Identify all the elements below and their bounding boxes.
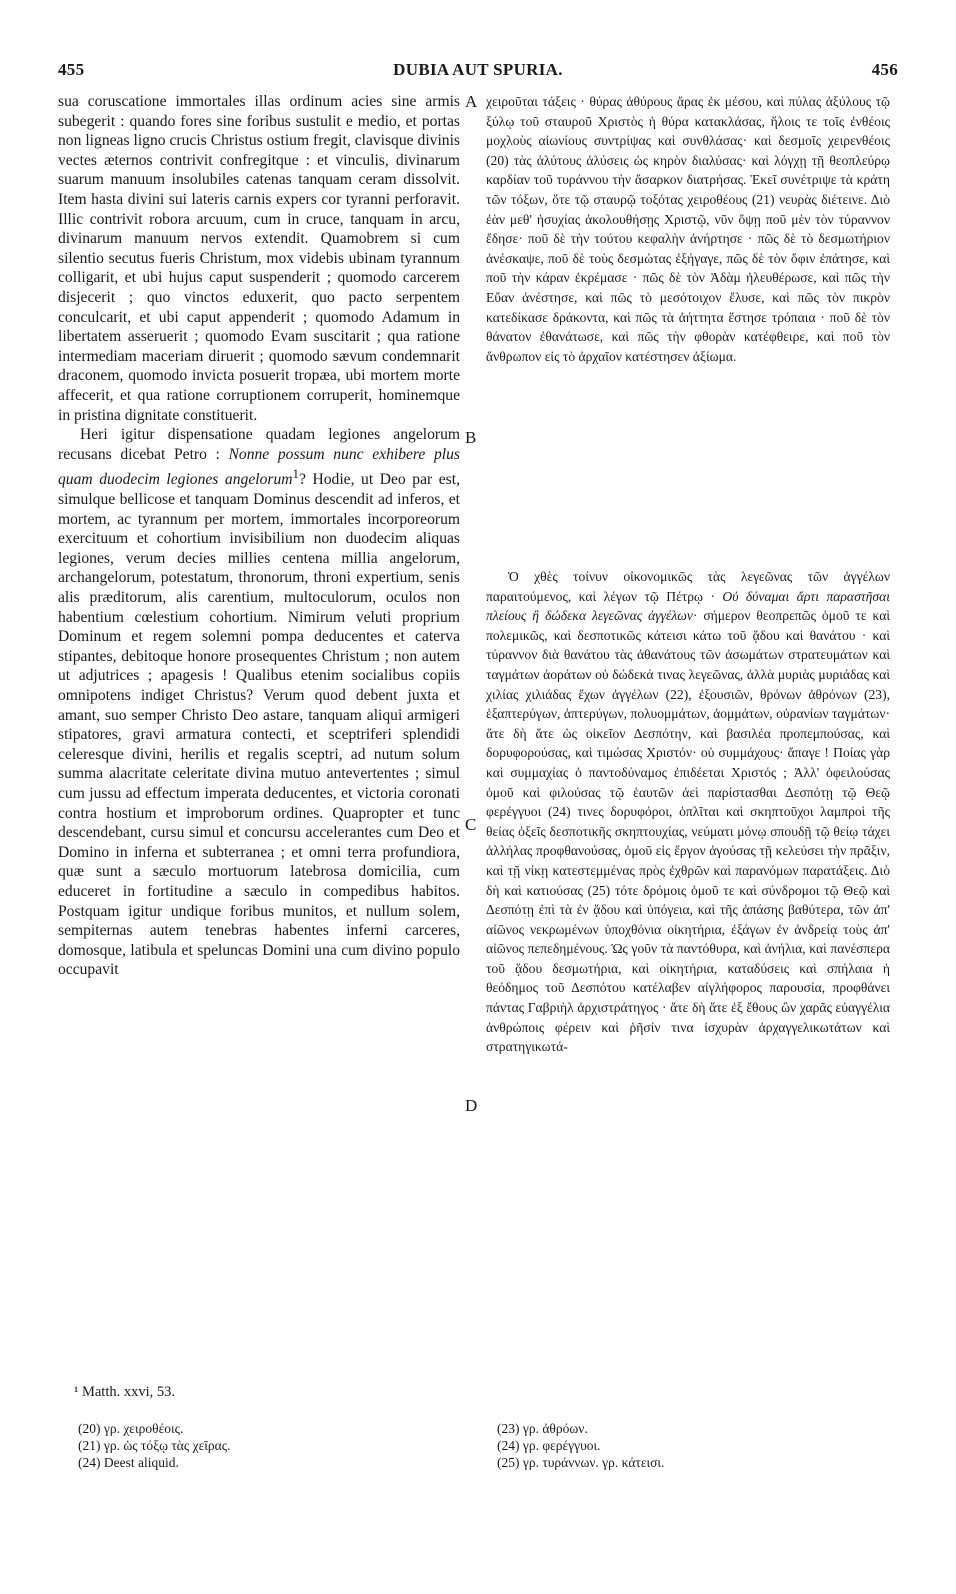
greek-paragraph-2 xyxy=(486,567,890,1057)
footnote-24-latin: (24) Deest aliquid. xyxy=(78,1455,179,1470)
footnote-ref-1: 1 xyxy=(292,466,299,482)
scripture-footnote xyxy=(74,1384,175,1401)
footnote-25: (25) γρ. τυράννων. γρ. κάτεισι. xyxy=(497,1455,665,1470)
latin-paragraph-2-text: Heri igitur dispensatione quadam legiones angelorum recusans dicebat Petro : xyxy=(58,426,460,463)
margin-marker-c: C xyxy=(465,815,477,834)
running-title: DUBIA AUT SPURIA. xyxy=(393,60,563,79)
latin-paragraph-2-continuation: ? Hodie, ut Deo par est, simulque bellicose et tanquam Dominus descendit ad inferos, et mortem, ac tyrannum per mortem, immortales incorporeorum exercituum et cohortium invisibilium non duodecim aliquas legiones, verum decies millies centena millia angelorum, archangelorum, potestatum, thronorum, throni expertium, senis alis præditorum, alis carentium, multoculorum, oculos non habentium cœlestium cohortium. Nimirum veluti proprium Dominum et regem solemni pompa deducentes et caterva stipantes, debitoque honore prosequentes Christum ; non autem ut adjutrices ; apagesis ! Qualibus etenim socialibus copiis omnipotens indiget Christus? Verum quod debent juxta et amant, suo semper Christo Deo astare, tanquam aliqui armigeri stipatores, gravi armatura contecti, et sceptriferi splendidi celeresque divini, herilis et regalis sceptri, ad nutum solum summa alacritate celeritate divina mutuo antevertentes ; simul cum jussu ad effectum imperata deducentes, et victoria coronati contra hostium et improborum ordines. Quapropter et tunc descendebant, cursu simul et concursu accelerantes cum Deo et Domino in inferna et subterranea ; et omni terra profundiora, quæ sunt a sæculo mortuorum latebrosa domicilia, cum educeret in fortitudine a sæculo in compedibus habitos. Postquam igitur undique foribus munitos, et nullum solem, sempiternas autem tenebras habentes inferni carceres, domosque, latibula et speluncas Domini una cum divino populo occupavit xyxy=(58,471,460,979)
latin-column xyxy=(58,92,460,980)
scripture-footnote-text: ¹ Matth. xxvi, 53. xyxy=(74,1384,176,1400)
latin-paragraph-2 xyxy=(58,425,460,980)
footnote-23: (23) γρ. ἀθρόων. xyxy=(497,1421,588,1436)
greek-paragraph-2-continuation: · σήμερον θεοπρεπῶς ὁμοῦ τε καὶ πολεμικῶς, καὶ δεσποτικῶς κάτεισι κάτω τοῦ ᾅδου καὶ θανάτου · καὶ τύραννον διὰ θανάτου τὰς ἀθανάτους τῶν ἀσωμάτων στρατευμάτων καὶ ταγμάτων ἀοράτων οὐ δώδεκά τινας λεγεῶνας, ἀλλὰ μυριὰς μυριάδας καὶ χιλίας χιλιάδας ἔχων ἀγγέλων (22), ἐξουσιῶν, θρόνων ἀθρόνων (23), ἑξαπτερύγων, ἀπτερύγων, πολυομμάτων, ἀομμάτων, οὐρανίων ταγμάτων· ἅτε δὴ ἅτε ὡς οἰκεῖον Δεσπότην, καὶ βασιλέα προπεμπούσας, καὶ δορυφορούσας, καὶ τιμώσας Χριστόν· οὐ συμμάχους· ἄπαγε ! Ποίας γὰρ καὶ συμμαχίας ὁ παντοδύναμος ἐπιδέεται Χριστός ; Ἀλλ' ὀφειλούσας ὁμοῦ καὶ φιλούσας τῷ ἑαυτῶν ἀεὶ παρίστασθαι Δεσπότῃ τῷ Θεῷ φερέγγυοι (24) τινες δορυφόροι, ὁπλῖται καὶ σκηπτοῦχοι λαμπροὶ τῆς θείας ὀξεῖς δεσποτικῆς σκηπτουχίας, νεύματι μόνῳ σπουδῇ τῷ θείῳ τάχει ἀλλήλας προφθανούσας, ὁμοῦ εἰς ἔργον ἀγούσας τῇ κελεύσει τὴν πρᾶξιν, καὶ τῇ νίκῃ κατεστεμμένας πρὸς ἐχθρῶν καὶ παρανόμων παρατάξεις. Διὸ δὴ καὶ κατιούσας (25) τότε δρόμοις ὁμοῦ τε καὶ σύνδρομοι τῷ Θεῷ καὶ Δεσπότῃ ἐπὶ τὰ ἐν ᾅδου καὶ ὑπόγεια, καὶ τῆς ἁπάσης βαθύτερα, τῶν ἀπ' αἰῶνος νεκρωμένων ὑποχθόνια οἰκητήρια, ἐξάγων ἐν ἀνδρείᾳ τοὺς ἀπ' αἰῶνος πεπεδημένους. Ὡς γοῦν τὰ παντόθυρα, καὶ ἀνήλια, καὶ πανέσπερα τοῦ ᾅδου δεσμωτήρια, καὶ οἰκητήρια, καταδύσεις καὶ σπήλαια ἡ θεόδημος τοῦ Δεσπότου κατέλαβεν αἰγλήφορος παρουσία, προφθάνει πάντας Γαβριὴλ ἀρχιστράτηγος · ἅτε δὴ ἅτε ἐξ ἔθους ὢν χαρᾶς εὐαγγέλια ἀνθρώποις φέρειν καὶ ῥῆσίν τινα ἰσχυρὰν ἀρχαγγελικωτάτων καὶ στρατηγικωτά- xyxy=(486,608,890,1055)
greek-paragraph-2-text: Ὁ χθὲς τοίνυν οἰκονομικῶς τὰς λεγεῶνας τῶν ἀγγέλων παραιτούμενος, καὶ λέγων τῷ Πέτρῳ · xyxy=(486,569,890,604)
footnote-20: (20) γρ. χειροθέοις. xyxy=(78,1421,184,1436)
latin-paragraph-1: sua coruscatione immortales illas ordinum acies sine armis subegerit : quando fores sine foribus sustulit e medio, et portas non ligneas ligno crucis Christus ostium fregit, clavisque divinis vectes æternos contrivit confregitque : et vinculis, divinarum suarum manuum insolubiles catenas tanquam ceram dissolvit. Item hasta divini sui lateris carnis expers cor tyranni perforavit. Illic contrivit robora arcuum, cum in cruce, tanquam in arcu, divinarum manuum nervos extendit. Quamobrem si cum silentio secutus fueris Christum, mox videbis ubinam tyrannum colligarit, et ubi hujus caput suspenderit ; quomodo carcerem disjecerit ; quo vinctos eduxerit, quo pacto serpentem conculcarit, et ubi caput appenderit ; quomodo Adamum in libertatem asseruerit ; quomodo Evam suscitarit ; qua ratione intermediam maceriam diruerit ; quomodo sævum condemnarit draconem, quomodo invicta posuerit tropæa, ubi mortem morte affecerit, et qua ratione corruptionem corruperit, hominemque in pristina dignitate constituerit. xyxy=(58,93,460,424)
greek-column-upper xyxy=(486,92,890,366)
margin-marker-d: D xyxy=(465,1096,478,1115)
greek-paragraph-1: χειροῦται τάξεις · θύρας ἀθύρους ἄρας ἐκ μέσου, καὶ πύλας ἀξύλους τῷ ξύλῳ τοῦ σταυροῦ Χριστὸς ἡ θύρα κατακλάσας, ἥλοις τε τοῖς ἐνθέοις μοχλοὺς αἰωνίους συντρίψας καὶ συνθλάσας· καὶ δεσμοῖς χειρενθέοις (20) τὰς ἀλύτους ἀλύσεις ὡς κηρὸν διαλύσας· καὶ λόγχῃ τῇ θεοπλεύρῳ καρδίαν τοῦ τυράννου τὴν ἄσαρκον διατρήσας. Ἐκεῖ συνέτριψε τὰ κράτη τῶν τόξων, ὅτε τῷ σταυρῷ τοξότας χειροθέους (21) νευρὰς διέτεινε. Διὸ ἐὰν μεθ' ἡσυχίας ἀκολουθήσῃς Χριστῷ, νῦν ὄψῃ ποῦ μὲν τὸν τύραννον ἔδησε· ποῦ δὲ τὴν τούτου κεφαλὴν ἀνήρτησε · πῶς δὲ τὸ δεσμωτήριον ἀνέσκαψε, ποῦ δὲ τοὺς δεσμώτας ἐξήγαγε, πῶς δὲ τὸν ὄφιν ἐπάτησε, καὶ ποῦ τὴν κάραν ἐκρέμασε · πῶς δὲ τὸν Ἀδὰμ ἠλευθέρωσε, καὶ πῶς τὴν Εὔαν ἀνέστησε, καὶ πῶς τὸ μεσότοιχον ἔλυσε, καὶ πῶς τὸν πικρὸν κατεδίκασε δράκοντα, καὶ πῶς τὰ ἀήττητα ἔστησε τρόπαια · ποῦ δὲ τὸν θάνατον ἐθανάτωσε, καὶ πῶς τὴν φθορὰν κατέφθειρε, καὶ ποῦ τὸν ἄνθρωπον εἰς τὸ ἀρχαῖον κατέστησεν ἀξίωμα. xyxy=(486,94,890,364)
footnotes-right xyxy=(497,1420,664,1471)
latin-scripture-quote: Nonne possum nunc exhibere plus quam duodecim legiones angelorum xyxy=(58,445,460,489)
greek-column-lower xyxy=(486,567,890,1057)
right-page-number: 456 xyxy=(871,60,898,79)
footnote-24-greek: (24) γρ. φερέγγυοι. xyxy=(497,1438,601,1453)
footnote-21: (21) γρ. ὡς τόξῳ τὰς χεῖρας. xyxy=(78,1438,231,1453)
running-header xyxy=(58,60,898,82)
left-page-number: 455 xyxy=(58,60,85,79)
margin-marker-b: B xyxy=(465,428,477,447)
greek-scripture-quote: Οὐ δύναμαι ἄρτι παραστῆσαι πλείους ἢ δώδεκα λεγεῶνας ἀγγέλων xyxy=(486,588,890,624)
margin-marker-a: A xyxy=(465,92,478,111)
footnotes-left xyxy=(78,1420,230,1471)
